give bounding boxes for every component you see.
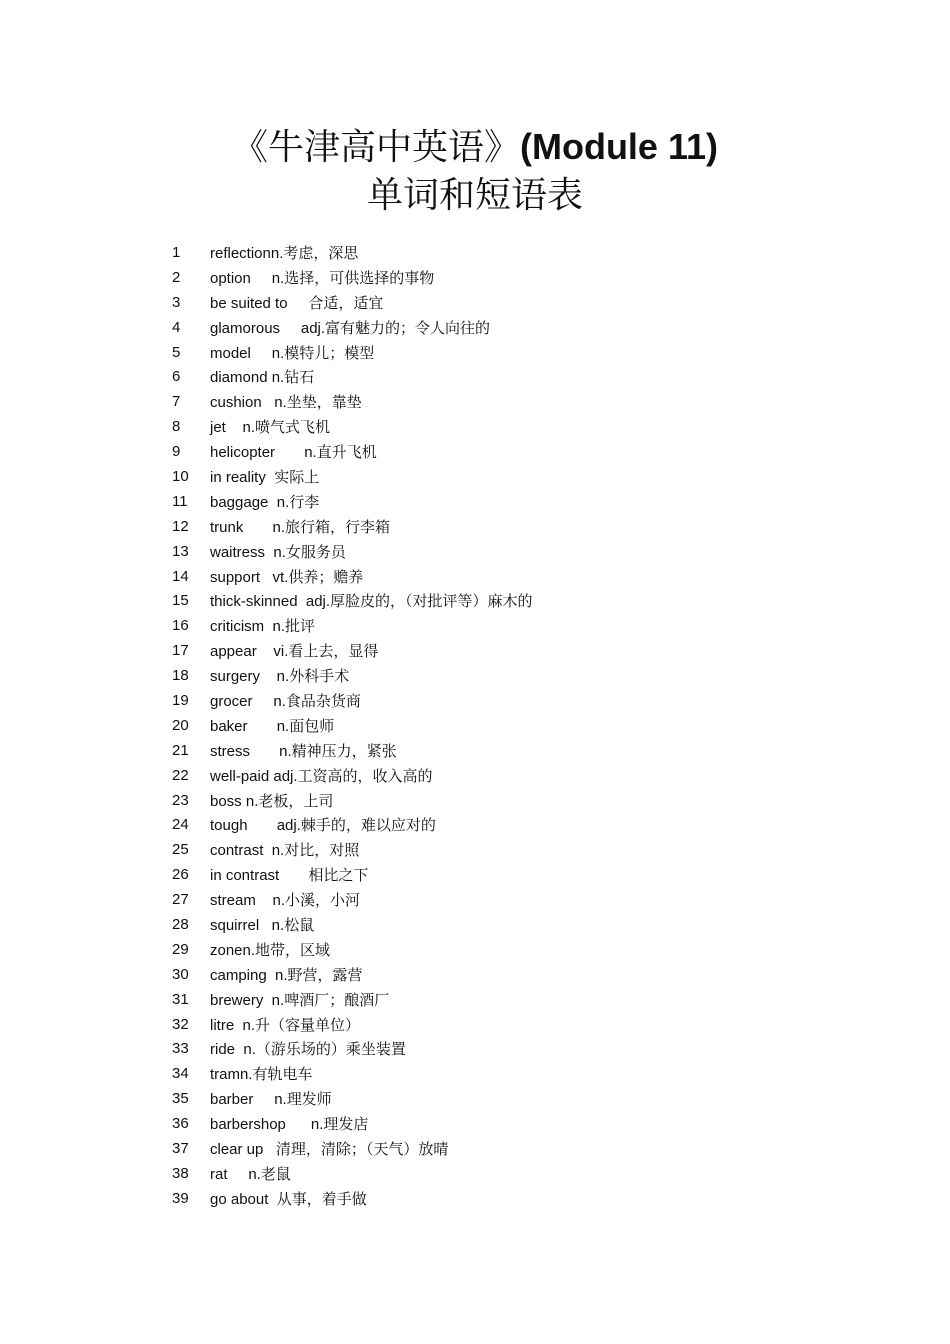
entry-text: be suited to 合适，适宜 bbox=[210, 294, 384, 312]
vocabulary-entry bbox=[172, 464, 872, 489]
title-module: (Module 11) bbox=[519, 126, 719, 167]
vocabulary-entry bbox=[172, 1012, 872, 1037]
vocabulary-entry bbox=[172, 837, 872, 862]
entry-number: 7 bbox=[172, 393, 181, 411]
entry-text: ride n.（游乐场的）乘坐装置 bbox=[210, 1041, 406, 1059]
vocabulary-entry bbox=[172, 638, 872, 663]
entry-text: well-paid adj.工资高的，收入高的 bbox=[210, 767, 433, 785]
entry-number: 2 bbox=[172, 268, 181, 286]
entry-number: 17 bbox=[172, 642, 189, 660]
vocabulary-entry bbox=[172, 613, 872, 638]
entry-number: 24 bbox=[172, 816, 189, 834]
entry-number: 34 bbox=[172, 1065, 189, 1083]
vocabulary-entry bbox=[172, 688, 872, 713]
vocabulary-entry bbox=[172, 240, 872, 265]
entry-text: brewery n.啤酒厂；酿酒厂 bbox=[210, 991, 390, 1009]
vocabulary-entry bbox=[172, 539, 872, 564]
entry-number: 31 bbox=[172, 990, 189, 1008]
entry-text: diamond n.钻石 bbox=[210, 369, 315, 387]
vocabulary-entry bbox=[172, 1186, 872, 1211]
entry-text: baker n.面包师 bbox=[210, 717, 335, 735]
vocabulary-entry bbox=[172, 564, 872, 589]
entry-number: 9 bbox=[172, 443, 181, 461]
vocabulary-entry bbox=[172, 290, 872, 315]
vocabulary-entry bbox=[172, 788, 872, 813]
entry-number: 3 bbox=[172, 293, 181, 311]
entry-number: 18 bbox=[172, 667, 189, 685]
entry-text: glamorous adj.富有魅力的；令人向往的 bbox=[210, 319, 491, 337]
entry-number: 23 bbox=[172, 791, 189, 809]
entry-text: barbershop n.理发店 bbox=[210, 1116, 369, 1134]
entry-text: criticism n.批评 bbox=[210, 618, 316, 636]
page-subtitle: 单词和短语表 bbox=[366, 175, 583, 216]
entry-text: helicopter n.直升飞机 bbox=[210, 444, 377, 462]
entry-text: zonen.地带，区域 bbox=[210, 941, 331, 959]
vocabulary-entry bbox=[172, 763, 872, 788]
entry-text: reflectionn.考虑，深思 bbox=[210, 244, 359, 262]
vocabulary-entry bbox=[172, 340, 872, 365]
entry-number: 12 bbox=[172, 517, 189, 535]
entry-number: 29 bbox=[172, 940, 189, 958]
entry-text: baggage n.行李 bbox=[210, 493, 320, 511]
entry-text: tough adj.棘手的，难以应对的 bbox=[210, 817, 436, 835]
entry-number: 26 bbox=[172, 866, 189, 884]
vocabulary-entry bbox=[172, 439, 872, 464]
title-block bbox=[0, 124, 950, 219]
vocabulary-entry bbox=[172, 364, 872, 389]
vocabulary-entry bbox=[172, 887, 872, 912]
vocabulary-entry bbox=[172, 1086, 872, 1111]
entry-text: waitress n.女服务员 bbox=[210, 543, 346, 561]
vocabulary-entry bbox=[172, 389, 872, 414]
entry-number: 38 bbox=[172, 1164, 189, 1182]
entry-number: 6 bbox=[172, 368, 181, 386]
entry-number: 16 bbox=[172, 617, 189, 635]
vocabulary-list bbox=[172, 240, 872, 1211]
vocabulary-entry bbox=[172, 1061, 872, 1086]
entry-text: jet n.喷气式飞机 bbox=[210, 419, 331, 437]
vocabulary-entry bbox=[172, 962, 872, 987]
entry-text: litre n.升（容量单位） bbox=[210, 1016, 361, 1034]
vocabulary-entry bbox=[172, 265, 872, 290]
entry-number: 10 bbox=[172, 467, 189, 485]
entry-number: 5 bbox=[172, 343, 181, 361]
entry-text: rat n.老鼠 bbox=[210, 1165, 291, 1183]
entry-text: barber n.理发师 bbox=[210, 1091, 332, 1109]
entry-text: clear up 清理，清除；（天气）放晴 bbox=[210, 1141, 449, 1158]
entry-text: grocer n.食品杂货商 bbox=[210, 692, 361, 710]
page-title bbox=[0, 124, 950, 171]
entry-number: 19 bbox=[172, 691, 189, 709]
entry-text: thick-skinned adj.厚脸皮的，（对批评等）麻木的 bbox=[210, 593, 533, 611]
entry-number: 20 bbox=[172, 716, 189, 734]
entry-number: 15 bbox=[172, 592, 189, 610]
entry-text: go about 从事，着手做 bbox=[210, 1190, 367, 1208]
entry-text: model n.模特儿；模型 bbox=[210, 344, 375, 362]
vocabulary-entry bbox=[172, 663, 872, 688]
entry-text: camping n.野营，露营 bbox=[210, 966, 363, 984]
entry-number: 27 bbox=[172, 891, 189, 909]
entry-text: cushion n.坐垫，靠垫 bbox=[210, 394, 362, 412]
vocabulary-entry bbox=[172, 738, 872, 763]
entry-number: 35 bbox=[172, 1090, 189, 1108]
entry-number: 25 bbox=[172, 841, 189, 859]
entry-number: 28 bbox=[172, 915, 189, 933]
entry-number: 39 bbox=[172, 1189, 189, 1207]
vocabulary-entry bbox=[172, 1111, 872, 1136]
entry-number: 1 bbox=[172, 243, 181, 261]
entry-text: squirrel n.松鼠 bbox=[210, 916, 315, 934]
vocabulary-entry bbox=[172, 514, 872, 539]
entry-number: 8 bbox=[172, 418, 181, 436]
vocabulary-entry bbox=[172, 1037, 872, 1062]
vocabulary-entry bbox=[172, 315, 872, 340]
entry-text: support vt.供养；赡养 bbox=[210, 568, 364, 586]
title-chinese: 《牛津高中英语》 bbox=[231, 127, 520, 168]
entry-number: 14 bbox=[172, 567, 189, 585]
vocabulary-entry bbox=[172, 812, 872, 837]
vocabulary-entry bbox=[172, 414, 872, 439]
vocabulary-entry bbox=[172, 1136, 872, 1161]
entry-text: boss n.老板，上司 bbox=[210, 792, 334, 810]
entry-number: 32 bbox=[172, 1015, 189, 1033]
entry-text: surgery n.外科手术 bbox=[210, 668, 350, 686]
entry-text: trunk n.旅行箱，行李箱 bbox=[210, 518, 391, 536]
entry-number: 36 bbox=[172, 1115, 189, 1133]
entry-number: 30 bbox=[172, 965, 189, 983]
entry-number: 4 bbox=[172, 318, 181, 336]
entry-number: 22 bbox=[172, 766, 189, 784]
vocabulary-entry bbox=[172, 912, 872, 937]
entry-number: 21 bbox=[172, 741, 189, 759]
vocabulary-entry bbox=[172, 1161, 872, 1186]
entry-text: option n.选择，可供选择的事物 bbox=[210, 269, 435, 287]
entry-text: appear vi.看上去，显得 bbox=[210, 643, 379, 661]
vocabulary-entry bbox=[172, 987, 872, 1012]
entry-number: 37 bbox=[172, 1140, 189, 1157]
vocabulary-entry bbox=[172, 937, 872, 962]
vocabulary-entry bbox=[172, 862, 872, 887]
entry-text: tramn.有轨电车 bbox=[210, 1066, 313, 1084]
entry-text: stream n.小溪，小河 bbox=[210, 892, 361, 910]
entry-text: in reality 实际上 bbox=[210, 468, 320, 486]
entry-text: stress n.精神压力，紧张 bbox=[210, 742, 397, 760]
entry-number: 33 bbox=[172, 1040, 189, 1058]
entry-text: in contrast 相比之下 bbox=[210, 867, 369, 885]
entry-number: 13 bbox=[172, 542, 189, 560]
vocabulary-entry bbox=[172, 588, 872, 613]
vocabulary-entry bbox=[172, 713, 872, 738]
entry-number: 11 bbox=[172, 492, 188, 510]
entry-text: contrast n.对比，对照 bbox=[210, 842, 360, 860]
vocabulary-entry bbox=[172, 489, 872, 514]
